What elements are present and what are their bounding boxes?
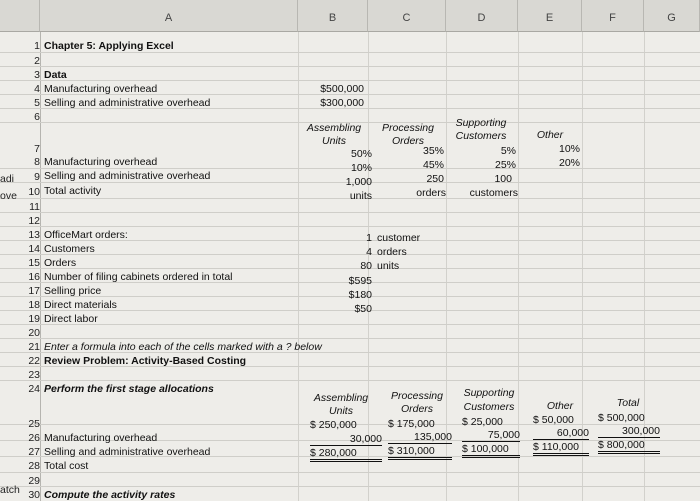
row-number[interactable]: 5 xyxy=(34,97,40,109)
cell-d27[interactable]: $ 100,000 xyxy=(462,443,520,458)
cell-a14[interactable]: Customers xyxy=(44,243,95,255)
row-number[interactable]: 25 xyxy=(28,418,40,430)
column-header-d[interactable]: D xyxy=(446,0,518,32)
cell-c14[interactable]: customer xyxy=(377,232,421,244)
cell-b18[interactable]: $180 xyxy=(348,289,372,301)
cell-f24[interactable]: Total xyxy=(616,397,640,409)
row-number[interactable]: 13 xyxy=(28,229,40,241)
column-header-e[interactable]: E xyxy=(518,0,582,32)
row-number[interactable]: 4 xyxy=(34,83,40,95)
cell-b15[interactable]: 4 xyxy=(366,246,372,258)
cell-b5[interactable]: $300,000 xyxy=(320,97,364,109)
cell-d10[interactable]: 100 xyxy=(494,173,512,185)
grid-line xyxy=(0,66,700,67)
cell-f26[interactable]: 300,000 xyxy=(598,425,660,438)
cell-d24-line2[interactable]: Customers xyxy=(463,401,515,413)
row-number[interactable]: 24 xyxy=(28,383,40,395)
cell-a21[interactable]: Enter a formula into each of the cells marked with a ? below xyxy=(44,341,322,353)
row-number[interactable]: 1 xyxy=(34,40,40,52)
row-number[interactable]: 23 xyxy=(28,369,40,381)
cell-a27[interactable]: Selling and administrative overhead xyxy=(44,446,211,458)
cell-a8[interactable]: Manufacturing overhead xyxy=(44,156,158,168)
row-number[interactable]: 26 xyxy=(28,432,40,444)
cell-b8[interactable]: 50% xyxy=(350,148,372,160)
row-number[interactable]: 14 xyxy=(28,243,40,255)
cell-d25[interactable]: $ 25,000 xyxy=(462,416,503,428)
grid-line xyxy=(0,324,700,325)
cell-c15[interactable]: orders xyxy=(377,246,407,258)
cell-b19[interactable]: $50 xyxy=(354,303,372,315)
grid-line xyxy=(0,212,700,213)
row-number[interactable]: 20 xyxy=(28,327,40,339)
cell-c10[interactable]: 250 xyxy=(426,173,444,185)
cell-e9[interactable]: 20% xyxy=(558,157,580,169)
cell-e27[interactable]: $ 110,000 xyxy=(533,441,589,456)
cell-c25[interactable]: $ 175,000 xyxy=(388,418,435,430)
cell-d8[interactable]: 5% xyxy=(500,145,516,157)
cell-d7-line2[interactable]: Customers xyxy=(455,130,507,142)
row-number[interactable]: 21 xyxy=(28,341,40,353)
corner-cell[interactable] xyxy=(0,0,40,32)
cell-c24[interactable]: Processing xyxy=(391,390,443,402)
cell-a9[interactable]: Selling and administrative overhead xyxy=(44,170,211,182)
column-header-f[interactable]: F xyxy=(582,0,644,32)
cell-b14[interactable]: 1 xyxy=(366,232,372,244)
cell-a24[interactable]: Perform the first stage allocations xyxy=(44,383,214,395)
grid-line xyxy=(0,52,700,53)
grid-line xyxy=(0,380,700,381)
cell-a18[interactable]: Direct materials xyxy=(44,299,117,311)
cell-f27[interactable]: $ 800,000 xyxy=(598,439,660,454)
grid-line xyxy=(0,472,700,473)
grid-line xyxy=(0,486,700,487)
cell-a30[interactable]: Compute the activity rates xyxy=(44,489,176,501)
cropped-fragment: atch xyxy=(0,484,20,496)
row-number[interactable]: 29 xyxy=(28,475,40,487)
cell-a10[interactable]: Total activity xyxy=(44,185,102,197)
cropped-fragment: adi xyxy=(0,173,15,185)
cell-a16[interactable]: Number of filing cabinets ordered in total xyxy=(44,271,233,283)
cell-b25[interactable]: $ 250,000 xyxy=(310,419,357,431)
row-number[interactable]: 11 xyxy=(29,201,40,213)
cell-c9[interactable]: 45% xyxy=(422,159,444,171)
row-number[interactable]: 10 xyxy=(28,186,40,198)
row-number[interactable]: 8 xyxy=(34,156,40,168)
cell-a13[interactable]: OfficeMart orders: xyxy=(44,229,128,241)
grid-line xyxy=(0,338,700,339)
cell-a28[interactable]: Total cost xyxy=(44,460,89,472)
cell-c16[interactable]: units xyxy=(377,260,400,272)
cell-b7-line2[interactable]: Units xyxy=(322,135,346,147)
row-number[interactable]: 16 xyxy=(28,271,40,283)
row-number[interactable]: 27 xyxy=(28,446,40,458)
cell-b16[interactable]: 80 xyxy=(360,260,372,272)
grid-line xyxy=(0,80,700,81)
row-number[interactable]: 6 xyxy=(34,111,40,123)
cell-e26[interactable]: 60,000 xyxy=(533,427,589,440)
cell-e7[interactable]: Other xyxy=(536,129,564,141)
row-number[interactable]: 2 xyxy=(34,55,40,67)
cell-b24[interactable]: Assembling xyxy=(313,392,369,404)
cell-b17[interactable]: $595 xyxy=(348,275,372,287)
row-number[interactable]: 22 xyxy=(28,355,40,367)
cell-c24-line2[interactable]: Orders xyxy=(400,403,434,415)
cell-c7-line2[interactable]: Orders xyxy=(391,135,425,147)
column-header-b[interactable]: B xyxy=(298,0,368,32)
cell-e25[interactable]: $ 50,000 xyxy=(533,414,574,426)
cell-b24-line2[interactable]: Units xyxy=(329,405,353,417)
row-number[interactable]: 19 xyxy=(28,313,40,325)
row-number[interactable]: 12 xyxy=(28,215,40,227)
cell-d26[interactable]: 75,000 xyxy=(462,429,520,442)
cell-a26[interactable]: Manufacturing overhead xyxy=(44,432,158,444)
row-number[interactable]: 30 xyxy=(28,489,40,501)
row-number[interactable]: 15 xyxy=(28,257,40,269)
cell-c7[interactable]: Processing xyxy=(382,122,434,134)
cell-b9[interactable]: 10% xyxy=(350,162,372,174)
cell-d7[interactable]: Supporting xyxy=(455,117,507,129)
cell-d10-line2[interactable]: customers xyxy=(469,187,518,199)
cell-c10-line2[interactable]: orders xyxy=(416,187,446,199)
row-number[interactable]: 3 xyxy=(34,69,40,81)
cell-b7[interactable]: Assembling xyxy=(306,122,362,134)
row-number[interactable]: 9 xyxy=(34,171,40,183)
cell-a3[interactable]: Data xyxy=(44,69,67,81)
cell-d9[interactable]: 25% xyxy=(494,159,516,171)
cell-a19[interactable]: Direct labor xyxy=(44,313,98,325)
column-header-g[interactable]: G xyxy=(644,0,700,32)
cell-a5[interactable]: Selling and administrative overhead xyxy=(44,97,211,109)
row-number[interactable]: 7 xyxy=(34,143,40,155)
cell-c8[interactable]: 35% xyxy=(422,145,444,157)
cropped-fragment: ove xyxy=(0,190,17,202)
cell-b10-line2[interactable]: units xyxy=(349,190,372,202)
cell-b4[interactable]: $500,000 xyxy=(320,83,364,95)
grid-line xyxy=(40,32,41,501)
cell-e24[interactable]: Other xyxy=(546,400,574,412)
grid-line xyxy=(298,32,299,501)
cell-b26[interactable]: 30,000 xyxy=(310,433,382,446)
cell-a4[interactable]: Manufacturing overhead xyxy=(44,83,158,95)
row-number[interactable]: 28 xyxy=(28,460,40,472)
cell-b27[interactable]: $ 280,000 xyxy=(310,447,382,462)
column-header-a[interactable]: A xyxy=(40,0,298,32)
cell-d24[interactable]: Supporting xyxy=(463,387,515,399)
cell-a22[interactable]: Review Problem: Activity-Based Costing xyxy=(44,355,247,367)
cell-a17[interactable]: Selling price xyxy=(44,285,102,297)
cell-a15[interactable]: Orders xyxy=(44,257,77,269)
column-header-c[interactable]: C xyxy=(368,0,446,32)
cell-c27[interactable]: $ 310,000 xyxy=(388,445,452,460)
sheet-title[interactable]: Chapter 5: Applying Excel xyxy=(44,40,174,52)
cell-c26[interactable]: 135,000 xyxy=(388,431,452,444)
row-number[interactable]: 18 xyxy=(28,299,40,311)
cell-f25[interactable]: $ 500,000 xyxy=(598,412,645,424)
cell-e8[interactable]: 10% xyxy=(558,143,580,155)
row-number[interactable]: 17 xyxy=(28,285,40,297)
grid-line xyxy=(0,226,700,227)
cell-b10[interactable]: 1,000 xyxy=(345,176,372,188)
